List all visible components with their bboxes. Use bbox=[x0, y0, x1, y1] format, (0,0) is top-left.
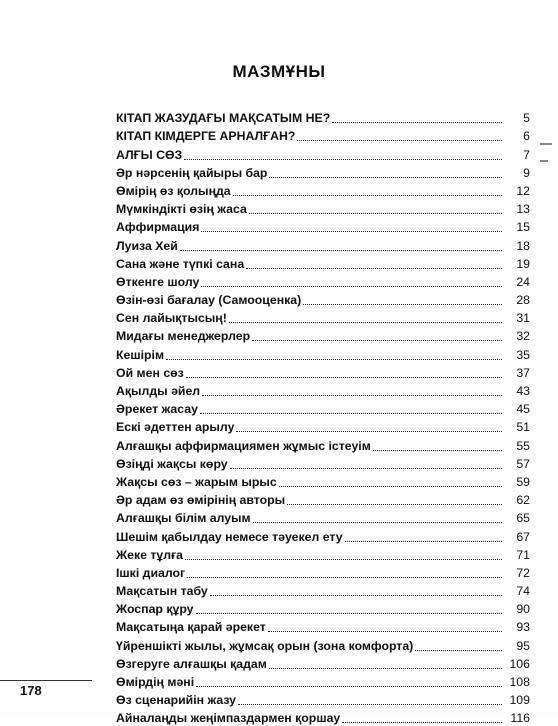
toc-entry-title: Мидағы менеджерлер bbox=[116, 329, 251, 344]
toc-entry-page: 74 bbox=[516, 584, 530, 599]
toc-entry bbox=[116, 654, 530, 672]
toc-entry-title: Сен лайықтысың! bbox=[116, 311, 227, 326]
dot-leader bbox=[249, 212, 502, 214]
toc-entry-page: 55 bbox=[516, 438, 530, 453]
toc-entry bbox=[116, 690, 530, 708]
toc-entry bbox=[116, 454, 530, 472]
toc-entry-page: 72 bbox=[516, 565, 530, 580]
dot-leader bbox=[279, 485, 502, 487]
toc-entry-title: Өзіңді жақсы көру bbox=[116, 456, 228, 471]
toc-entry-title: Әр нәрсенің қайыры бар bbox=[116, 165, 268, 180]
toc-entry-title: Сана және түпкі сана bbox=[116, 256, 245, 271]
toc-entry bbox=[116, 435, 530, 453]
toc-entry-title: Айналаңды жеңімпаздармен қоршау bbox=[116, 711, 341, 726]
toc-entry bbox=[116, 508, 530, 526]
toc-entry-title: Әр адам өз өмірінің авторы bbox=[116, 493, 286, 508]
toc-entry-title: Мүмкіндікті өзің жаса bbox=[116, 202, 247, 217]
dot-leader bbox=[210, 594, 502, 596]
toc-entry bbox=[116, 490, 530, 508]
dot-leader bbox=[236, 430, 502, 432]
toc-entry-title: Өткенге шолу bbox=[116, 274, 200, 289]
dot-leader bbox=[373, 449, 502, 451]
toc-entry-title: Ескі әдеттен арылу bbox=[116, 420, 235, 435]
dot-leader bbox=[186, 376, 502, 378]
dot-leader bbox=[303, 303, 502, 305]
toc-entry-title: КІТАП ЖАЗУДАҒЫ МАҚСАТЫМ НЕ? bbox=[116, 111, 331, 126]
toc-entry-page: 93 bbox=[516, 620, 530, 635]
toc-entry-title: Жоспар құру bbox=[116, 602, 194, 617]
toc-entry-page: 15 bbox=[516, 220, 530, 235]
toc-heading: МАЗМҰНЫ bbox=[232, 62, 326, 81]
dot-leader bbox=[415, 649, 502, 651]
dot-leader bbox=[287, 503, 502, 505]
toc-entry bbox=[116, 599, 530, 617]
toc-entry-page: 7 bbox=[523, 147, 530, 162]
dot-leader bbox=[252, 339, 502, 341]
toc-entry-page: 57 bbox=[516, 456, 530, 471]
toc-entry bbox=[116, 581, 530, 599]
toc-entry bbox=[116, 163, 530, 181]
dot-leader bbox=[187, 576, 502, 578]
toc-entry-page: 45 bbox=[516, 402, 530, 417]
toc-entry-page: 12 bbox=[516, 183, 530, 198]
toc-entry bbox=[116, 708, 530, 726]
toc-entry-title: Шешім қабылдау немесе тәуекел ету bbox=[116, 529, 343, 544]
dot-leader bbox=[230, 467, 502, 469]
toc-entry-title: Мақсатыңа қарай әрекет bbox=[116, 620, 266, 635]
toc-entry bbox=[116, 363, 530, 381]
toc-entry-title: Жақсы сөз – жарым ырыс bbox=[116, 474, 277, 489]
toc-entry-title: Жеке тұлға bbox=[116, 547, 183, 562]
dot-leader bbox=[297, 139, 502, 141]
toc-entry-page: 19 bbox=[516, 256, 530, 271]
dot-leader bbox=[332, 121, 502, 123]
toc-entry-title: Үйреншікті жылы, жұмсақ орын (зона комфорта) bbox=[116, 638, 414, 653]
margin-mark bbox=[540, 143, 552, 145]
dot-leader bbox=[246, 267, 502, 269]
toc-entry-page: 90 bbox=[516, 602, 530, 617]
toc-entry bbox=[116, 563, 530, 581]
dot-leader bbox=[196, 612, 502, 614]
toc-entry bbox=[116, 545, 530, 563]
toc-entry-page: 5 bbox=[523, 111, 530, 126]
dot-leader bbox=[238, 703, 502, 705]
toc-entry-page: 43 bbox=[516, 384, 530, 398]
toc-entry-title: Алғашқы аффирмациямен жұмыс істеуім bbox=[116, 438, 371, 453]
dot-leader bbox=[269, 176, 502, 178]
toc-entry bbox=[116, 126, 530, 144]
toc-entry-page: 18 bbox=[516, 238, 530, 253]
dot-leader bbox=[229, 321, 502, 323]
toc-entry-page: 67 bbox=[516, 529, 530, 544]
toc-entry bbox=[116, 417, 530, 435]
toc-entry-page: 65 bbox=[516, 511, 530, 526]
toc-entry-page: 24 bbox=[516, 274, 530, 289]
toc-entry bbox=[116, 290, 530, 308]
toc-entry-page: 109 bbox=[509, 693, 530, 708]
dot-leader bbox=[166, 358, 502, 360]
toc-entry-page: 71 bbox=[516, 547, 530, 562]
toc-entry bbox=[116, 108, 530, 126]
toc-entry-title: Өмірдің мәні bbox=[116, 675, 195, 689]
toc-entry bbox=[116, 399, 530, 417]
toc-entry bbox=[116, 617, 530, 635]
dot-leader bbox=[196, 685, 502, 687]
toc-entry-page: 59 bbox=[516, 474, 530, 489]
toc-entry bbox=[116, 472, 530, 490]
toc-entry-title: Өзін-өзі бағалау (Самооценка) bbox=[116, 293, 302, 308]
toc-entry-page: 6 bbox=[523, 129, 530, 144]
toc-entry-title: Әрекет жасау bbox=[116, 402, 198, 417]
toc-entry-title: Ақылды әйел bbox=[116, 384, 201, 398]
toc-entry bbox=[116, 272, 530, 290]
dot-leader bbox=[200, 412, 502, 414]
toc-entry bbox=[116, 326, 530, 344]
toc-entry bbox=[116, 254, 530, 272]
toc-entry-page: 31 bbox=[516, 311, 530, 326]
toc-entry-page: 106 bbox=[509, 656, 530, 671]
page-number: 178 bbox=[20, 683, 42, 698]
toc-entry bbox=[116, 635, 530, 653]
toc-entry-title: АЛҒЫ СӨЗ bbox=[116, 147, 183, 162]
dot-leader bbox=[268, 630, 502, 632]
dot-leader bbox=[185, 558, 502, 560]
toc-entry-page: 108 bbox=[509, 675, 530, 689]
toc-entry bbox=[116, 144, 530, 162]
toc-entry bbox=[116, 199, 530, 217]
toc-entry-title: Алғашқы білім алуым bbox=[116, 511, 251, 526]
toc-entry-title: Луиза Хей bbox=[116, 238, 178, 253]
toc-entry bbox=[116, 308, 530, 326]
dot-leader bbox=[345, 540, 502, 542]
toc-entry-title: Ішкі диалог bbox=[116, 565, 186, 580]
dot-leader bbox=[180, 249, 502, 251]
toc-entry-title: Кешірім bbox=[116, 347, 165, 362]
dot-leader bbox=[253, 521, 502, 523]
toc-entry bbox=[116, 526, 530, 544]
toc-entry-page: 13 bbox=[516, 202, 530, 217]
toc-entry-title: Өз сценарийін жазу bbox=[116, 693, 236, 708]
dot-leader bbox=[342, 721, 502, 723]
dot-leader bbox=[201, 285, 502, 287]
toc-entry-page: 116 bbox=[510, 711, 530, 726]
toc-entry-page: 28 bbox=[516, 293, 530, 308]
toc-entry bbox=[116, 217, 530, 235]
toc-entry bbox=[116, 344, 530, 362]
dot-leader bbox=[202, 394, 502, 396]
toc-entry-title: Мақсатын табу bbox=[116, 584, 208, 599]
toc-entry-page: 32 bbox=[516, 329, 530, 344]
toc-entry-page: 37 bbox=[516, 365, 530, 380]
toc-entry-title: Аффирмация bbox=[116, 220, 200, 235]
dot-leader bbox=[184, 158, 502, 160]
toc-entry bbox=[116, 672, 530, 690]
dot-leader bbox=[201, 230, 502, 232]
dot-leader bbox=[233, 194, 502, 196]
toc-entry-title: Өзгеруге алғашқы қадам bbox=[116, 656, 267, 671]
toc-entry-title: Ой мен сөз bbox=[116, 365, 184, 380]
dot-leader bbox=[269, 667, 502, 669]
toc-entry-page: 62 bbox=[516, 493, 530, 508]
toc-entry-page: 51 bbox=[516, 420, 530, 435]
margin-mark bbox=[540, 160, 548, 162]
toc-entry bbox=[116, 181, 530, 199]
toc-entry-page: 95 bbox=[516, 638, 530, 653]
table-of-contents bbox=[116, 108, 530, 726]
toc-entry-page: 35 bbox=[516, 347, 530, 362]
toc-entry-title: Өмірің өз қолыңда bbox=[116, 183, 231, 198]
toc-entry-title: КІТАП КІМДЕРГЕ АРНАЛҒАН? bbox=[116, 129, 296, 144]
toc-entry bbox=[116, 235, 530, 253]
toc-entry-page: 9 bbox=[523, 165, 530, 180]
toc-entry bbox=[116, 381, 530, 399]
footer-rule bbox=[0, 680, 92, 681]
